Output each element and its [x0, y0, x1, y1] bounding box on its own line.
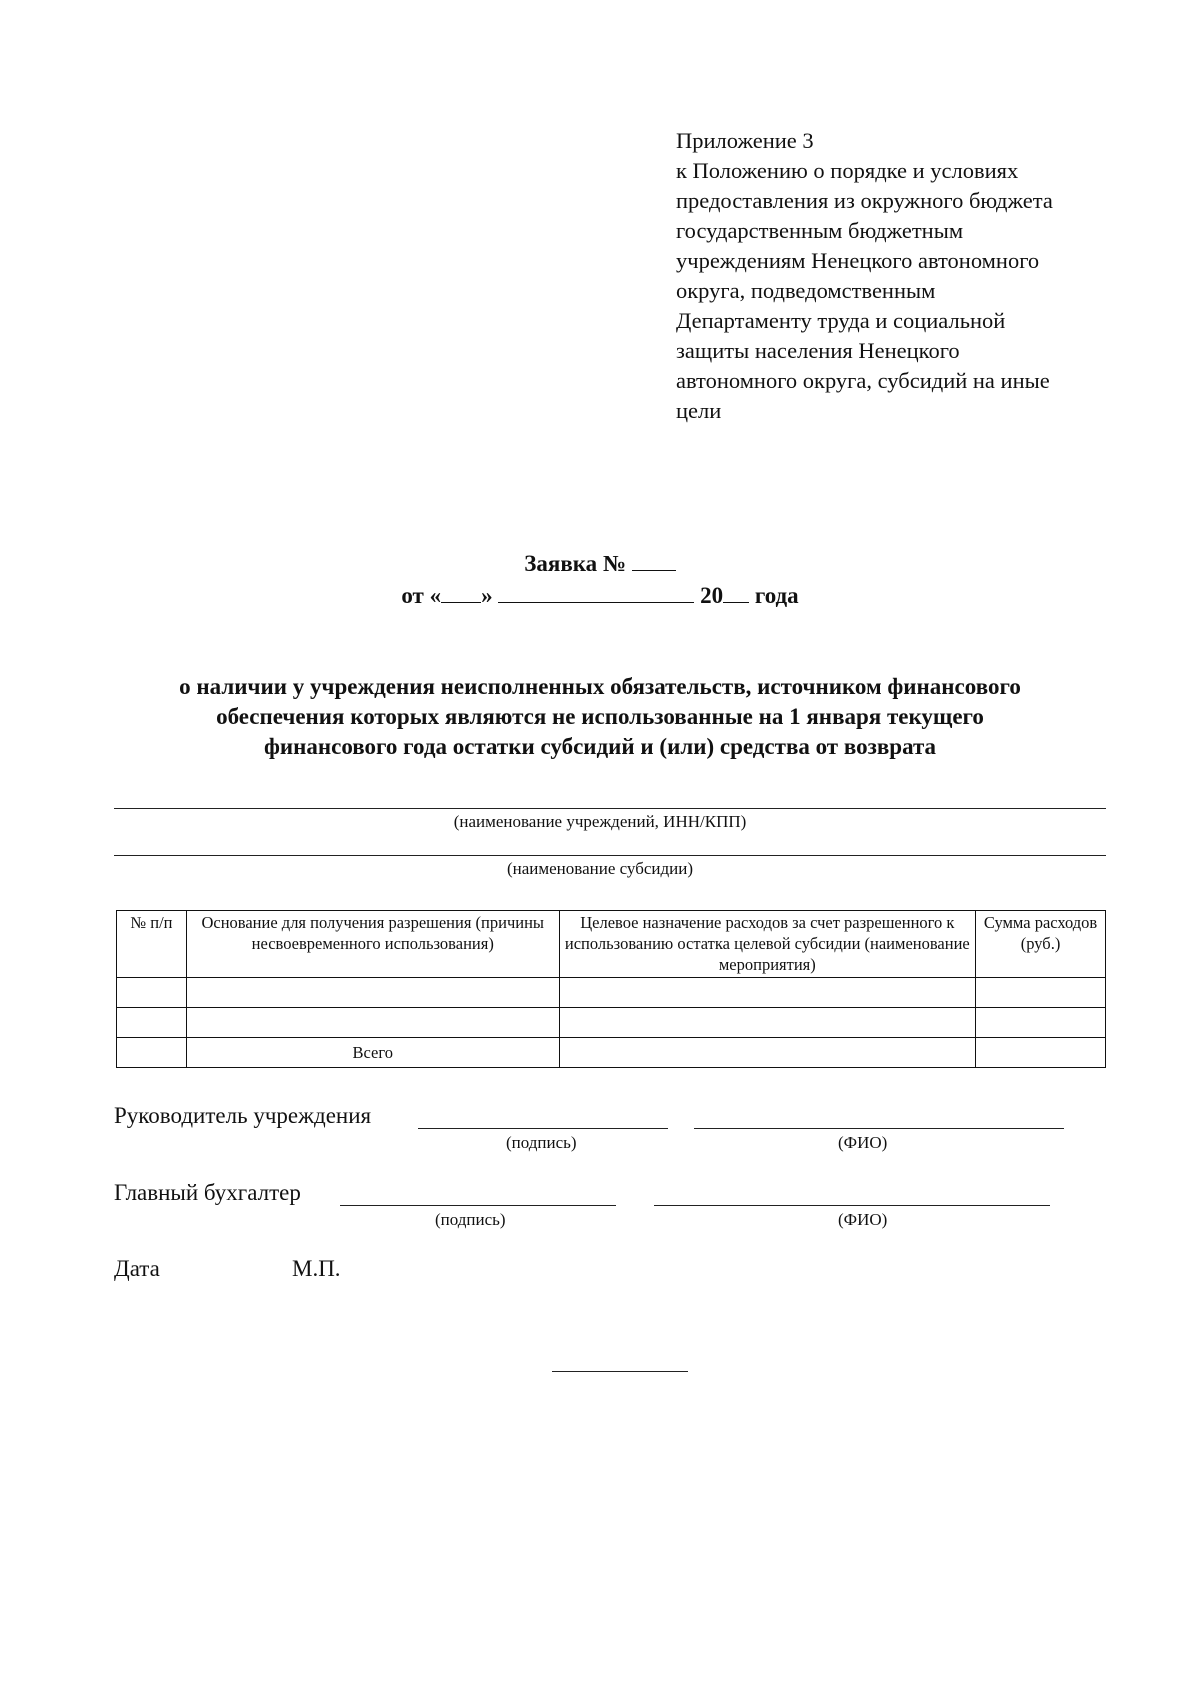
accountant-name-caption: (ФИО) [838, 1210, 888, 1229]
table-row [117, 978, 1106, 1008]
closing-separator [552, 1371, 688, 1372]
appendix-line: автономного округа, субсидий на иные [676, 368, 1050, 393]
obligations-table [116, 910, 1106, 1068]
header-number: № п/п [117, 911, 187, 978]
subject-line: обеспечения которых являются не использованные на 1 января текущего [216, 704, 984, 729]
stamp-label: М.П. [292, 1256, 341, 1281]
head-name-line[interactable] [694, 1128, 1064, 1129]
appendix-line: Приложение 3 [676, 128, 814, 153]
table-cell[interactable] [186, 978, 559, 1008]
day-blank [441, 582, 481, 603]
head-signature-caption: (подпись) [506, 1133, 577, 1152]
accountant-name-line[interactable] [654, 1205, 1050, 1206]
header-amount: Сумма расходов (руб.) [976, 911, 1106, 978]
appendix-header [676, 126, 1146, 426]
table-cell[interactable] [559, 978, 976, 1008]
table-cell[interactable] [976, 978, 1106, 1008]
table-total-row [117, 1038, 1106, 1068]
head-name-caption: (ФИО) [838, 1133, 888, 1152]
date-label: Дата [114, 1256, 160, 1281]
accountant-signature-line[interactable] [340, 1205, 616, 1206]
table-cell[interactable] [559, 1038, 976, 1068]
appendix-line: учреждениям Ненецкого автономного [676, 248, 1040, 273]
date-prefix: от « [401, 583, 442, 608]
head-signature-line[interactable] [418, 1128, 668, 1129]
appendix-line: цели [676, 398, 722, 423]
subject-line: финансового года остатки субсидий и (или) средства от возврата [263, 734, 937, 759]
header-purpose: Целевое назначение расходов за счет разрешенного к использованию остатка целевой субсидии (наименование мероприятия) [559, 911, 976, 978]
appendix-line: предоставления из окружного бюджета [676, 188, 1053, 213]
request-subject [0, 672, 1200, 762]
table-cell[interactable] [559, 1008, 976, 1038]
table-cell[interactable] [117, 1008, 187, 1038]
request-title [0, 550, 1200, 577]
year-blank [723, 582, 749, 603]
total-label: Всего [186, 1038, 559, 1068]
request-label: Заявка № [524, 551, 627, 576]
appendix-line: Департаменту труда и социальной [676, 308, 1006, 333]
date-mid: » [481, 583, 493, 608]
accountant-label: Главный бухгалтер [114, 1180, 301, 1205]
accountant-signature-caption: (подпись) [435, 1210, 506, 1229]
appendix-line: защиты населения Ненецкого [676, 338, 960, 363]
appendix-line: государственным бюджетным [676, 218, 964, 243]
table-header-row [117, 911, 1106, 978]
table-cell [117, 1038, 187, 1068]
head-label: Руководитель учреждения [114, 1103, 372, 1128]
institution-line [114, 808, 1106, 809]
table-cell[interactable] [117, 978, 187, 1008]
table-cell[interactable] [976, 1008, 1106, 1038]
month-blank [498, 582, 694, 603]
appendix-line: округа, подведомственным [676, 278, 936, 303]
year-suffix: года [754, 583, 799, 608]
table-cell[interactable] [186, 1008, 559, 1038]
total-amount-cell[interactable] [976, 1038, 1106, 1068]
subsidy-caption: (наименование субсидии) [506, 859, 694, 878]
request-number-blank [632, 550, 676, 571]
subject-line: о наличии у учреждения неисполненных обязательств, источником финансового [179, 674, 1021, 699]
table-row [117, 1008, 1106, 1038]
institution-caption: (наименование учреждений, ИНН/КПП) [453, 812, 747, 831]
request-date [0, 582, 1200, 609]
year-prefix: 20 [700, 583, 724, 608]
header-basis: Основание для получения разрешения (причины несвоевременного использования) [186, 911, 559, 978]
subsidy-line [114, 855, 1106, 856]
appendix-line: к Положению о порядке и условиях [676, 158, 1019, 183]
